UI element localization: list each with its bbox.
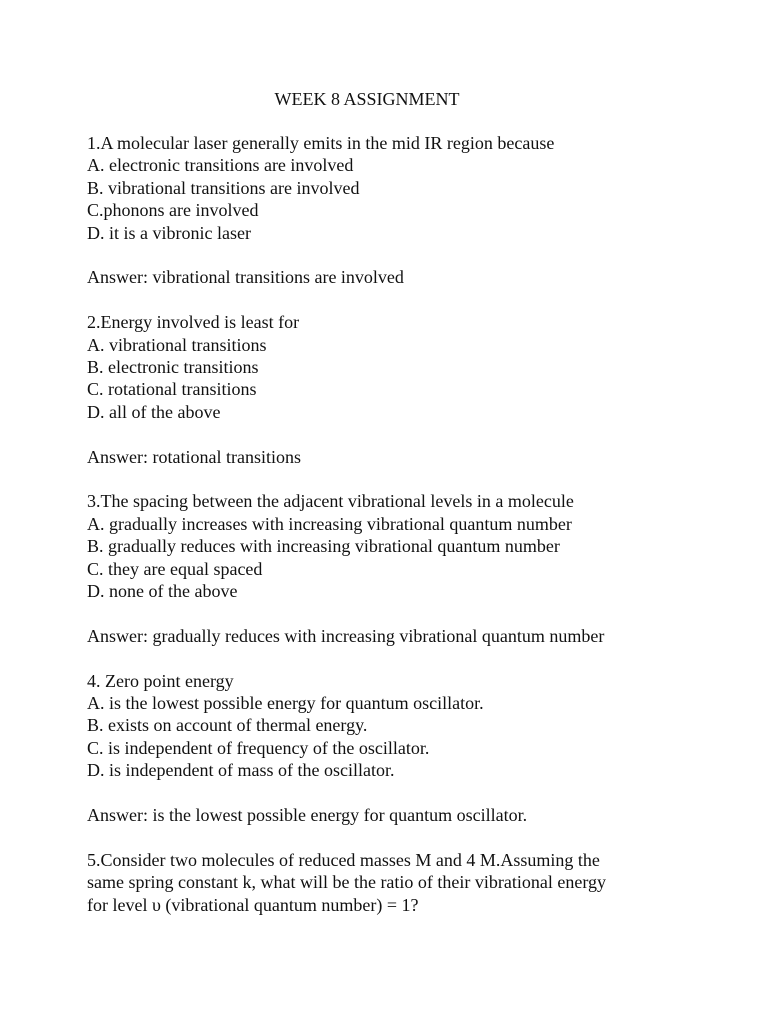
question-2: [87, 311, 707, 468]
option-a: A. vibrational transitions: [87, 334, 267, 355]
question-stem-line: for level υ (vibrational quantum number) = 1?: [87, 894, 419, 915]
question-stem: 3.The spacing between the adjacent vibrational levels in a molecule: [87, 491, 574, 512]
answer-text: Answer: gradually reduces with increasing vibrational quantum number: [87, 625, 605, 646]
question-1: [87, 132, 707, 289]
answer-text: Answer: rotational transitions: [87, 446, 301, 467]
option-b: B. vibrational transitions are involved: [87, 177, 360, 198]
answer-text: Answer: is the lowest possible energy for quantum oscillator.: [87, 805, 528, 826]
question-3: [87, 490, 707, 647]
page-title: WEEK 8 ASSIGNMENT: [274, 89, 460, 109]
question-stem: 1.A molecular laser generally emits in the mid IR region because: [87, 133, 555, 153]
question-stem: 4. Zero point energy: [87, 670, 234, 691]
option-a: A. gradually increases with increasing vibrational quantum number: [87, 513, 572, 534]
option-b: B. electronic transitions: [87, 357, 259, 378]
option-c: C. is independent of frequency of the oscillator.: [87, 737, 430, 758]
question-stem: 2.Energy involved is least for: [87, 312, 300, 333]
option-d: D. is independent of mass of the oscillator.: [87, 760, 395, 781]
question-4: [87, 670, 707, 827]
question-stem-line: same spring constant k, what will be the ratio of their vibrational energy: [87, 872, 607, 893]
option-d: D. none of the above: [87, 581, 238, 602]
question-stem-line: 5.Consider two molecules of reduced masses M and 4 M.Assuming the: [87, 849, 600, 870]
questions-list: [87, 132, 707, 916]
option-c: C. they are equal spaced: [87, 558, 263, 579]
option-d: D. all of the above: [87, 401, 221, 422]
option-c: C.phonons are involved: [87, 200, 259, 221]
option-b: B. gradually reduces with increasing vibrational quantum number: [87, 536, 560, 557]
option-d: D. it is a vibronic laser: [87, 222, 251, 243]
answer-text: Answer: vibrational transitions are involved: [87, 267, 404, 288]
option-c: C. rotational transitions: [87, 379, 257, 400]
option-b: B. exists on account of thermal energy.: [87, 715, 368, 736]
option-a: A. is the lowest possible energy for quantum oscillator.: [87, 693, 484, 714]
question-5: [87, 849, 707, 916]
option-a: A. electronic transitions are involved: [87, 155, 354, 176]
